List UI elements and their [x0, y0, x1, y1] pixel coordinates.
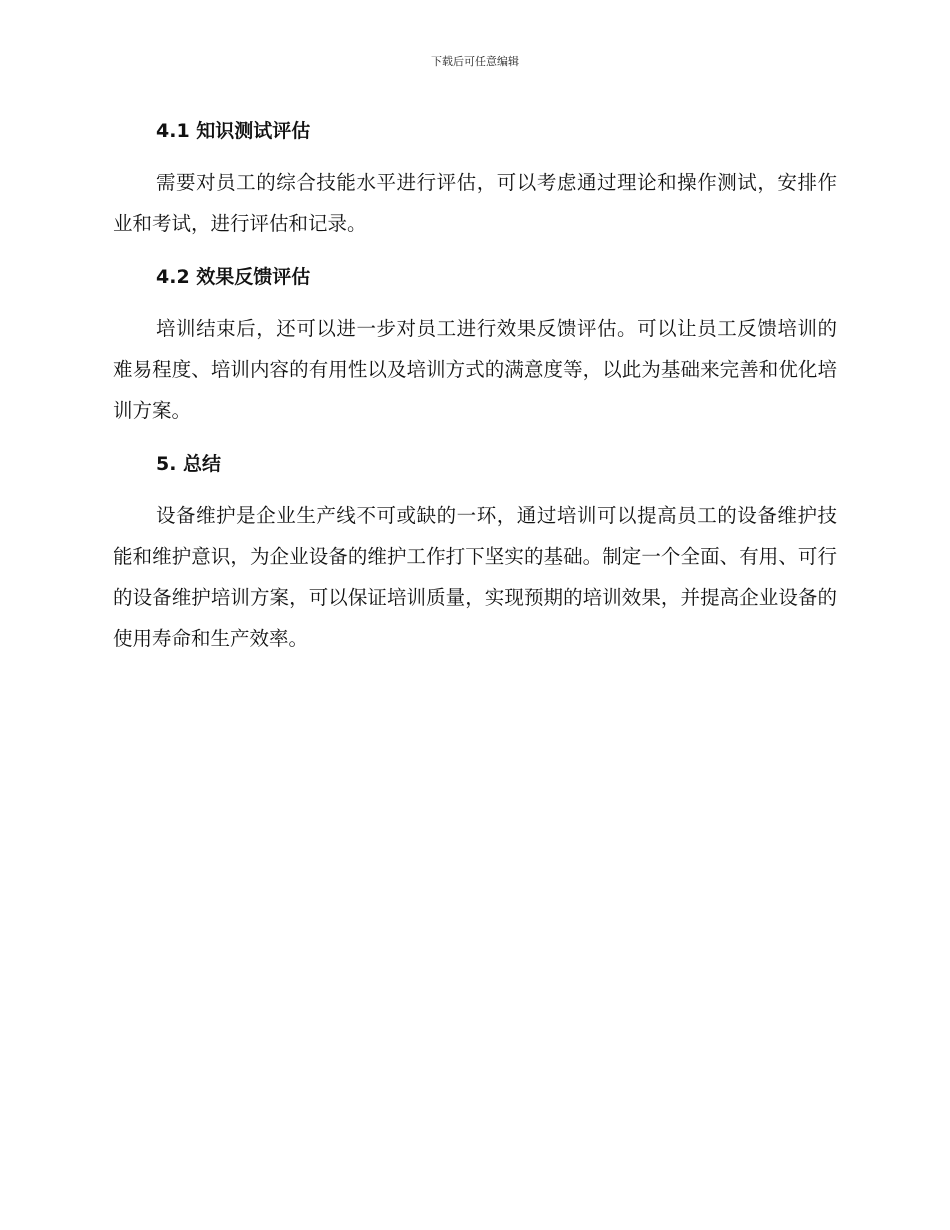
section-heading-4-1: 4.1 知识测试评估 — [156, 120, 311, 142]
section-paragraph-4-2: 培训结束后，还可以进一步对员工进行效果反馈评估。可以让员工反馈培训的难易程度、培训内容的有用性以及培训方式的满意度等，以此为基础来完善和优化培训方案。 — [113, 317, 837, 422]
section-paragraph-4-1: 需要对员工的综合技能水平进行评估，可以考虑通过理论和操作测试，安排作业和考试，进行评估和记录。 — [113, 171, 837, 235]
page-header: 下载后可任意编辑 — [431, 55, 519, 68]
document-body — [113, 110, 837, 659]
section-paragraph-5: 设备维护是企业生产线不可或缺的一环，通过培训可以提高员工的设备维护技能和维护意识，为企业设备的维护工作打下坚实的基础。制定一个全面、有用、可行的设备维护培训方案，可以保证培训质量，实现预期的培训效果，并提高企业设备的使用寿命和生产效率。 — [113, 504, 837, 650]
section-heading-5: 5. 总结 — [156, 453, 222, 475]
section-heading-4-2: 4.2 效果反馈评估 — [156, 266, 311, 288]
